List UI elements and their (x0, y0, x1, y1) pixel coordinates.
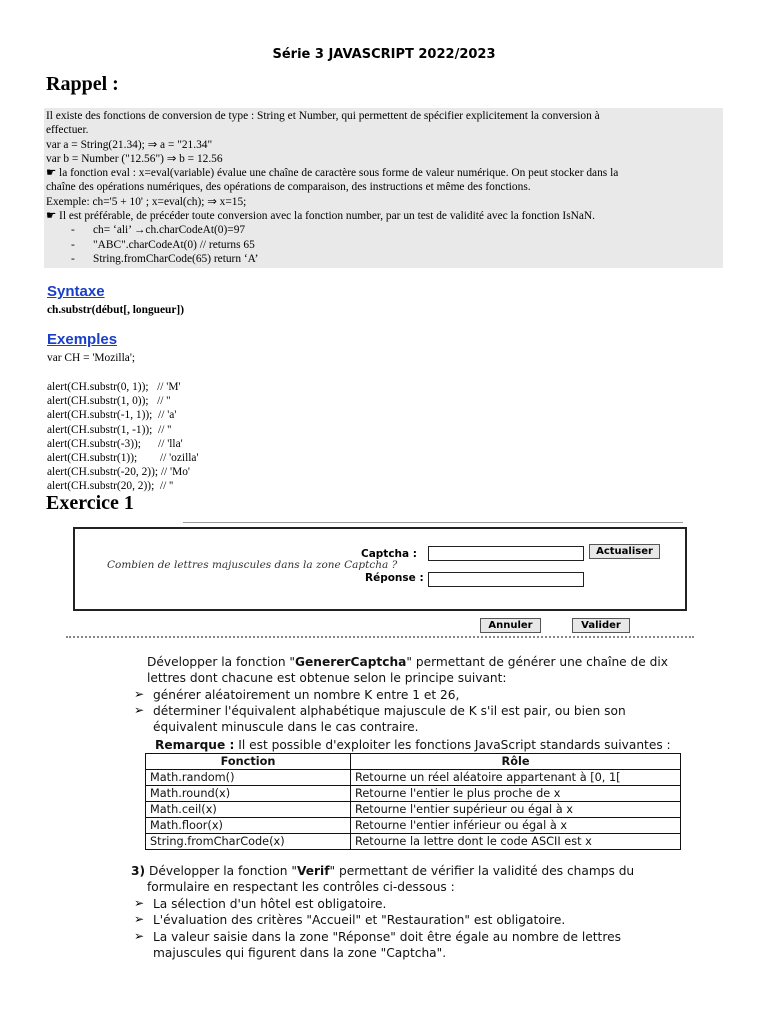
table-row (146, 834, 681, 850)
reponse-input[interactable] (428, 572, 584, 587)
item1-2: déterminer l'équivalent alphabétique majuscule de K s'il est pair, ou bien son (153, 704, 626, 718)
code-line: alert(CH.substr(1, 0)); // '' (47, 395, 171, 408)
syntaxe-code: ch.substr(début[, longueur]) (47, 304, 185, 316)
arrow-icon: ➢ (134, 687, 145, 701)
table-cell: Retourne l'entier supérieur ou égal à x (351, 802, 681, 818)
q3-line1: 3) Développer la fonction "Verif" permettant de vérifier la validité des champs du (131, 864, 635, 878)
table-cell: Retourne l'entier le plus proche de x (351, 786, 681, 802)
code-line: alert(CH.substr(1, -1)); // '' (47, 423, 172, 436)
table-cell: String.fromCharCode(x) (146, 834, 351, 850)
table-cell: Retourne un réel aléatoire appartenant à [0, 1[ (351, 770, 681, 786)
code-line: alert(CH.substr(-3)); // 'lla' (47, 437, 183, 450)
table-row (146, 770, 681, 786)
annuler-button[interactable]: Annuler (480, 618, 541, 633)
item1-1: générer aléatoirement un nombre K entre 1 et 26, (153, 688, 460, 702)
exemples-heading: Exemples (47, 331, 118, 348)
captcha-question: Combien de lettres majuscules dans la zone Captcha ? (107, 559, 398, 571)
code-line: alert(CH.substr(-20, 2)); // 'Mo' (47, 466, 190, 479)
syntaxe-heading: Syntaxe (47, 283, 105, 300)
rappel-bullet: - "ABC".charCodeAt(0) // returns 65 (71, 238, 255, 251)
table-row (146, 786, 681, 802)
rappel-line: chaîne des opérations numériques, des opérations de comparaison, des instructions et même des fonctions. (46, 181, 531, 194)
functions-table (145, 753, 681, 850)
item3-2: L'évaluation des critères "Accueil" et "Restauration" est obligatoire. (153, 913, 566, 927)
q3-line2: formulaire en respectant les contrôles ci-dessous : (147, 880, 455, 894)
table-cell: Math.floor(x) (146, 818, 351, 834)
reponse-label: Réponse : (365, 572, 424, 584)
remarque: Remarque : Il est possible d'exploiter les fonctions JavaScript standards suivantes : (155, 738, 671, 752)
exemples-decl: var CH = 'Mozilla'; (47, 352, 136, 364)
rappel-line: var b = Number ("12.56") ⇒ b = 12.56 (46, 152, 223, 165)
captcha-input[interactable] (428, 546, 584, 561)
table-cell: Math.round(x) (146, 786, 351, 802)
table-header: Rôle (351, 754, 681, 770)
table-row (146, 818, 681, 834)
exercice-heading: Exercice 1 (46, 492, 134, 514)
item3-1: La sélection d'un hôtel est obligatoire. (153, 897, 387, 911)
table-row (146, 802, 681, 818)
rappel-text (46, 109, 618, 266)
valider-button[interactable]: Valider (572, 618, 630, 633)
code-line: alert(CH.substr(-1, 1)); // 'a' (47, 409, 177, 422)
rappel-line: var a = String(21.34); ⇒ a = "21.34" (46, 138, 213, 151)
p1-line2: lettres dont chacune est obtenue selon le principe suivant: (147, 671, 507, 685)
table-header: Fonction (146, 754, 351, 770)
table-header-row (146, 754, 681, 770)
rappel-line: ☛ Il est préférable, de précéder toute conversion avec la fonction number, par un test de validité avec la fonction IsNaN. (46, 210, 596, 223)
table-cell: Math.random() (146, 770, 351, 786)
arrow-icon: ➢ (134, 912, 145, 926)
rappel-line: Exemple: ch='5 + 10' ; x=eval(ch); ⇒ x=15; (46, 195, 247, 208)
item3-3: La valeur saisie dans la zone "Réponse" doit être égale au nombre de lettres (153, 930, 621, 944)
form-dotted-divider (66, 636, 694, 638)
arrow-icon: ➢ (134, 929, 145, 943)
code-line: alert(CH.substr(0, 1)); // 'M' (47, 381, 181, 393)
exemples-code (47, 380, 199, 494)
table-cell: Retourne l'entier inférieur ou égal à x (351, 818, 681, 834)
arrow-icon: ➢ (134, 896, 145, 910)
p1-line1: Développer la fonction "GenererCaptcha" permettant de générer une chaîne de dix (147, 655, 668, 669)
rappel-line: Il existe des fonctions de conversion de type : String et Number, qui permettent de spécifier explicitement la conversion à (46, 110, 600, 122)
captcha-label: Captcha : (361, 548, 417, 560)
rappel-line: effectuer. (46, 124, 89, 137)
rappel-bullet: - ch= ‘ali’ →ch.charCodeAt(0)=97 (71, 224, 246, 237)
code-line: alert(CH.substr(20, 2)); // '' (47, 480, 174, 493)
rappel-line: ☛ la fonction eval : x=eval(variable) évalue une chaîne de caractère sous forme de valeur numérique. On peut stocker dans la (46, 167, 619, 180)
rappel-heading: Rappel : (46, 73, 119, 95)
actualiser-button[interactable]: Actualiser (589, 544, 660, 559)
table-cell: Math.ceil(x) (146, 802, 351, 818)
item3-4: majuscules qui figurent dans la zone "Captcha". (153, 946, 447, 960)
rappel-bullet: - String.fromCharCode(65) return ‘A’ (71, 252, 259, 265)
table-cell: Retourne la lettre dont le code ASCII est x (351, 834, 681, 850)
page-title: Série 3 JAVASCRIPT 2022/2023 (272, 47, 496, 62)
code-line: alert(CH.substr(1)); // 'ozilla' (47, 452, 199, 465)
form-top-divider (183, 522, 683, 523)
arrow-icon: ➢ (134, 703, 145, 717)
item1-3: équivalent minuscule dans le cas contraire. (153, 720, 419, 734)
